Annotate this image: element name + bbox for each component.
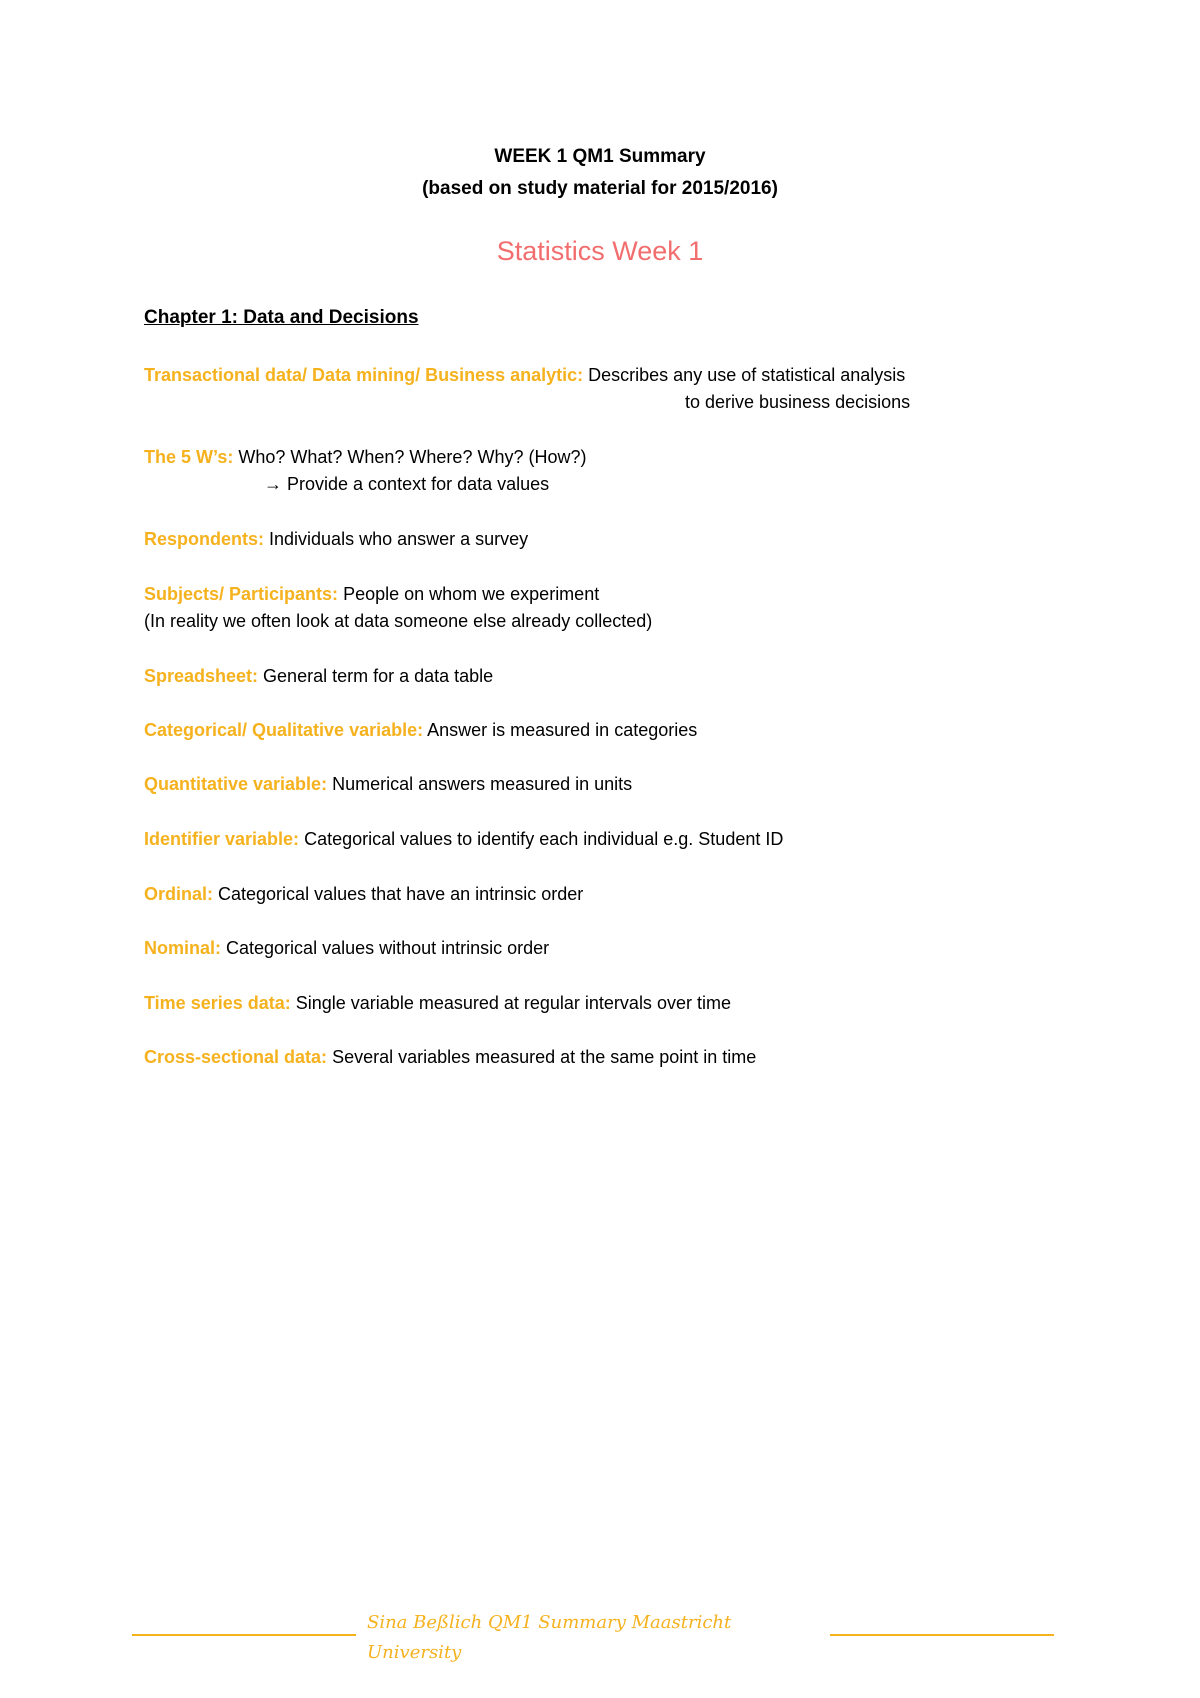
footer-rule-right xyxy=(830,1634,1054,1636)
definition-categorical xyxy=(144,720,697,741)
section-heading: Statistics Week 1 xyxy=(496,236,704,266)
definition-text: Several variables measured at the same point in time xyxy=(327,1047,757,1067)
definition-ordinal xyxy=(144,884,583,905)
definition-text: People on whom we experiment xyxy=(338,584,600,604)
definition-text: Describes any use of statistical analysis xyxy=(583,365,906,385)
footer-line-1: Sina Beßlich QM1 Summary Maastricht xyxy=(367,1612,732,1633)
definition-text: Categorical values to identify each individual e.g. Student ID xyxy=(299,829,784,849)
definition-five-ws-continued xyxy=(264,474,549,495)
definition-term: Categorical/ Qualitative variable: xyxy=(144,720,424,740)
definition-nominal xyxy=(144,938,549,959)
definition-text: Who? What? When? Where? Why? (How?) xyxy=(233,447,587,467)
definition-text: Provide a context for data values xyxy=(282,474,550,494)
definition-text: Categorical values without intrinsic order xyxy=(221,938,550,958)
arrow-right-icon: → xyxy=(264,474,282,494)
footer-line-2: University xyxy=(367,1642,462,1663)
footer-text xyxy=(367,1608,767,1668)
definition-respondents xyxy=(144,529,528,550)
definition-term: Spreadsheet: xyxy=(144,666,259,686)
definition-five-ws xyxy=(144,447,586,468)
definition-text: Answer is measured in categories xyxy=(423,720,698,740)
document-title-line-1: WEEK 1 QM1 Summary xyxy=(494,146,706,167)
definition-term: Time series data: xyxy=(144,993,291,1013)
definition-term: Identifier variable: xyxy=(144,829,300,849)
definition-term: Respondents: xyxy=(144,529,265,549)
definition-term: Cross-sectional data: xyxy=(144,1047,328,1067)
definition-spreadsheet xyxy=(144,666,493,687)
definition-text: Numerical answers measured in units xyxy=(327,774,633,794)
definition-term: The 5 W’s: xyxy=(144,447,234,467)
definition-cross-sectional xyxy=(144,1047,756,1068)
definition-term: Transactional data/ Data mining/ Business analytic: xyxy=(144,365,584,385)
definition-transactional-continued: to derive business decisions xyxy=(685,392,911,412)
definition-subjects-continued: (In reality we often look at data someone else already collected) xyxy=(144,611,653,631)
definition-text: Single variable measured at regular intervals over time xyxy=(290,993,731,1013)
footer-rule-left xyxy=(132,1634,356,1636)
definition-text: Individuals who answer a survey xyxy=(264,529,529,549)
definition-term: Subjects/ Participants: xyxy=(144,584,339,604)
definition-time-series xyxy=(144,993,731,1014)
definition-text: General term for a data table xyxy=(258,666,494,686)
document-title-line-2: (based on study material for 2015/2016) xyxy=(422,178,778,199)
definition-quantitative xyxy=(144,774,632,795)
definition-text: Categorical values that have an intrinsic order xyxy=(213,884,584,904)
definition-subjects xyxy=(144,584,599,605)
definition-term: Quantitative variable: xyxy=(144,774,328,794)
definition-term: Ordinal: xyxy=(144,884,214,904)
chapter-heading: Chapter 1: Data and Decisions xyxy=(144,307,419,328)
definition-identifier xyxy=(144,829,783,850)
definition-term: Nominal: xyxy=(144,938,222,958)
definition-transactional xyxy=(144,365,905,386)
